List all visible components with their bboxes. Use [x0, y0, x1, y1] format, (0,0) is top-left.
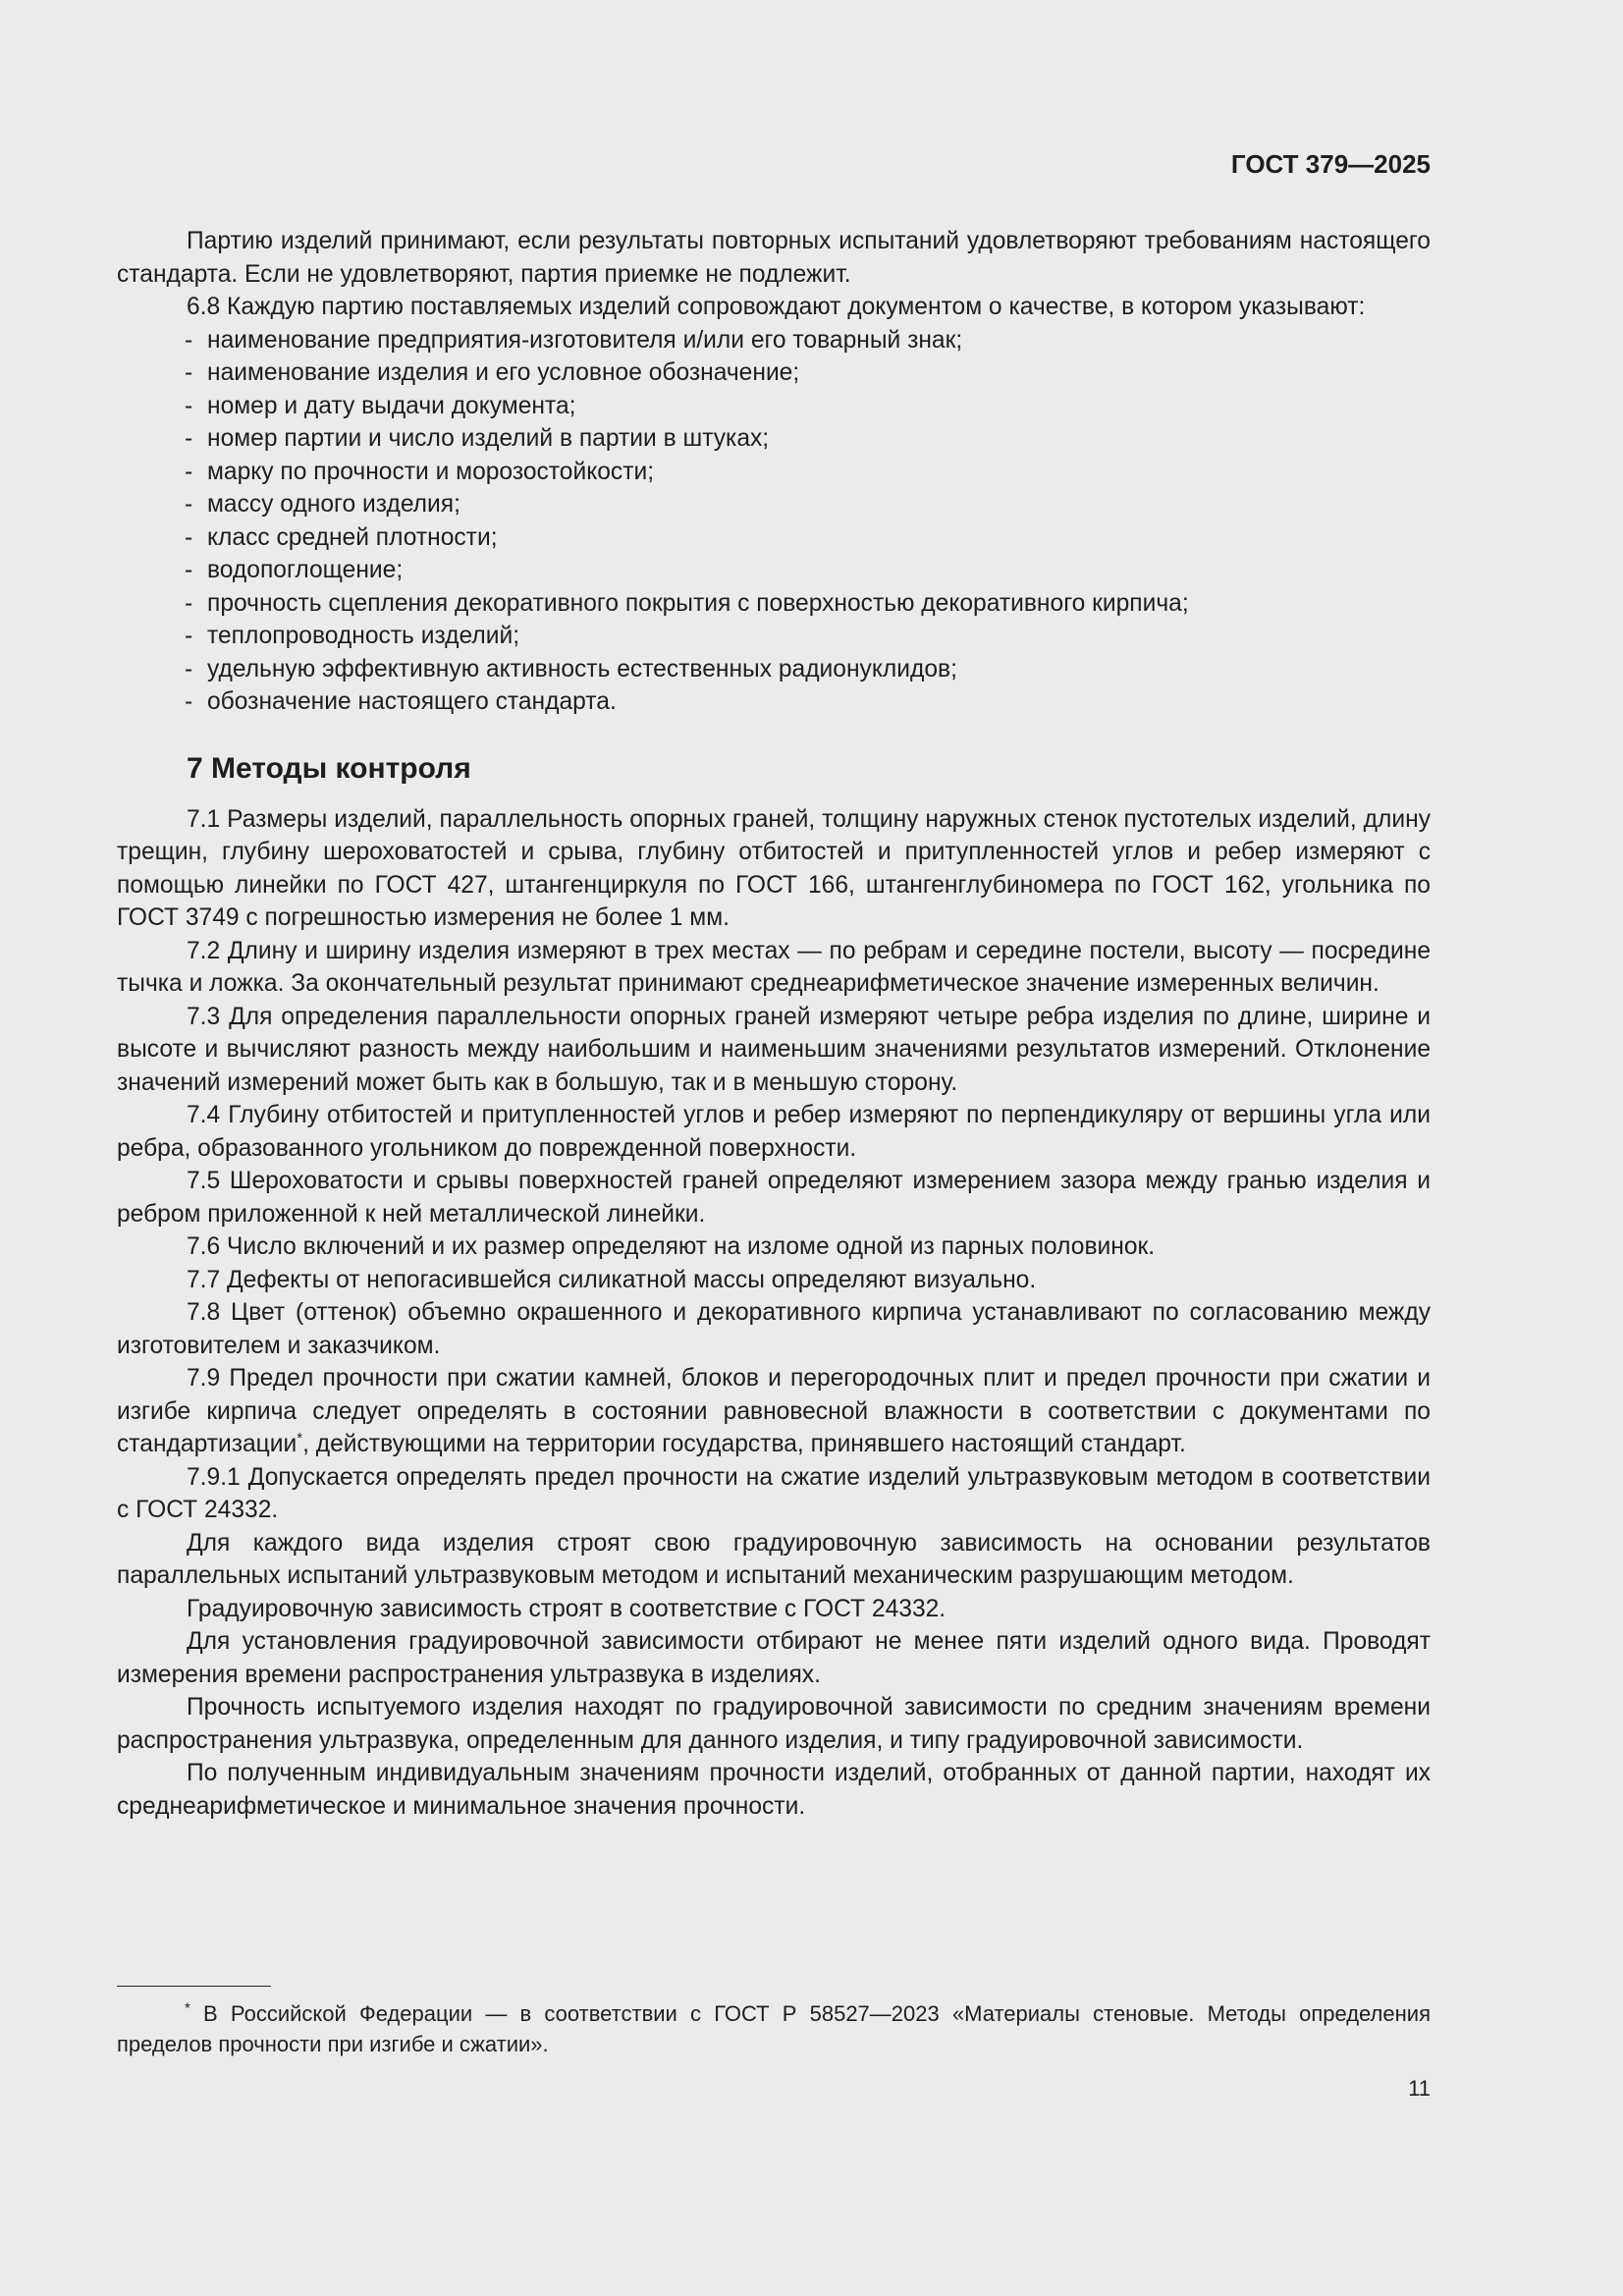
paragraph: 7.8 Цвет (оттенок) объемно окрашенного и декоративного кирпича устанавливают по согласованию между изготовителем и заказчиком. [117, 1299, 1431, 1359]
page-number: 11 [1408, 2076, 1431, 2101]
list-item: - удельную эффективную активность естественных радионуклидов; [185, 653, 1431, 686]
document-code: ГОСТ 379—2025 [1230, 149, 1431, 179]
footnote-mark: * [185, 1999, 190, 2017]
footnote [117, 1998, 1431, 2059]
paragraph: Для установления градуировочной зависимости отбирают не менее пяти изделий одного вида. Проводят измерения времени распространения ультразвука в изделиях. [117, 1628, 1431, 1688]
list-item: - наименование изделия и его условное обозначение; [185, 356, 1431, 390]
paragraph-7-9-text: 7.9 Предел прочности при сжатии камней, блоков и перегородочных плит и предел прочности при сжатии и изгибе кирпича следует определять в состоянии равновесной влажности в соответствии с документами по стандартизации [117, 1365, 1431, 1457]
list-item: - прочность сцепления декоративного покрытия с поверхностью декоративного кирпича; [185, 587, 1431, 621]
paragraph: 7.4 Глубину отбитостей и притупленностей углов и ребер измеряют по перпендикуляру от вершины угла или ребра, образованного угольником до поврежденной поверхности. [117, 1102, 1431, 1162]
paragraph: 7.9.1 Допускается определять предел прочности на сжатие изделий ультразвуковым методом в соответствии с ГОСТ 24332. [117, 1463, 1431, 1523]
list-item: - класс средней плотности; [185, 521, 1431, 555]
paragraph: Градуировочную зависимость строят в соответствие с ГОСТ 24332. [187, 1595, 947, 1622]
paragraph: По полученным индивидуальным значениям прочности изделий, отобранных от данной партии, находят их среднеарифметическое и минимальное значения прочности. [117, 1760, 1431, 1820]
footnote-text: В Российской Федерации — в соответствии с ГОСТ Р 58527—2023 «Материалы стеновые. Методы определения пределов прочности при изгибе и сжатии». [117, 2001, 1431, 2056]
list-item: - массу одного изделия; [185, 488, 1431, 521]
paragraph: 7.6 Число включений и их размер определяют на изломе одной из парных половинок. [187, 1233, 1156, 1260]
paragraph-intro: Партию изделий принимают, если результаты повторных испытаний удовлетворяют требованиям настоящего стандарта. Если не удовлетворяют, партия приемке не подлежит. [117, 228, 1431, 288]
paragraph-group-7-9-1 [117, 1461, 1431, 1824]
paragraph: 7.3 Для определения параллельности опорных граней измеряют четыре ребра изделия по длине, ширине и высоте и вычисляют разность между наибольшим и наименьшим значениями результатов измерений. Отклонение значений измерений может быть как в большую, так и в меньшую сторону. [117, 1003, 1431, 1096]
list-item: - теплопроводность изделий; [185, 620, 1431, 653]
paragraph: Прочность испытуемого изделия находят по градуировочной зависимости по средним значениям времени распространения ультразвука, определенным для данного изделия, и типу градуировочной зависимости. [117, 1694, 1431, 1754]
paragraph: 7.2 Длину и ширину изделия измеряют в трех местах — по ребрам и середине постели, высоту — посредине тычка и ложка. За окончательный результат принимают среднеарифметическое значение измеренных величин. [117, 937, 1431, 997]
paragraph: 7.7 Дефекты от непогасившейся силикатной массы определяют визуально. [187, 1266, 1037, 1293]
list-item: - номер и дату выдачи документа; [185, 390, 1431, 423]
paragraph-7-9-text-end: , действующими на территории государства, принявшего настоящий стандарт. [302, 1431, 1186, 1457]
list-item: - марку по прочности и морозостойкости; [185, 456, 1431, 489]
paragraph: Для каждого вида изделия строят свою градуировочную зависимость на основании результатов параллельных испытаний ультразвуковым методом и испытаний механическим разрушающим методом. [117, 1529, 1431, 1589]
paragraph-6-8: 6.8 Каждую партию поставляемых изделий сопровождают документом о качестве, в котором указывают: [187, 294, 1366, 320]
paragraph-7-9 [117, 1362, 1431, 1461]
requirements-list [117, 324, 1431, 719]
list-item: - номер партии и число изделий в партии в штуках; [185, 422, 1431, 456]
section-heading: 7 Методы контроля [187, 751, 471, 785]
footnote-reference[interactable]: * [297, 1429, 303, 1447]
list-item: - обозначение настоящего стандарта. [185, 685, 1431, 719]
footnote-separator [117, 1986, 271, 1987]
page-content [117, 225, 1431, 1823]
paragraph-group-7-1-to-7-8 [117, 803, 1431, 1363]
paragraph: 7.5 Шероховатости и срывы поверхностей граней определяют измерением зазора между гранью изделия и ребром приложенной к ней металлической линейки. [117, 1168, 1431, 1228]
list-item: - наименование предприятия-изготовителя и/или его товарный знак; [185, 324, 1431, 357]
list-item: - водопоглощение; [185, 554, 1431, 587]
paragraph: 7.1 Размеры изделий, параллельность опорных граней, толщину наружных стенок пустотелых изделий, длину трещин, глубину шероховатостей и срыва, глубину отбитостей и притупленностей углов и ребер измеряют с помощью линейки по ГОСТ 427, штангенциркуля по ГОСТ 166, штангенглубиномера по ГОСТ 162, угольника по ГОСТ 3749 с погрешностью измерения не более 1 мм. [117, 805, 1431, 931]
footnote-area [117, 1986, 1431, 2059]
